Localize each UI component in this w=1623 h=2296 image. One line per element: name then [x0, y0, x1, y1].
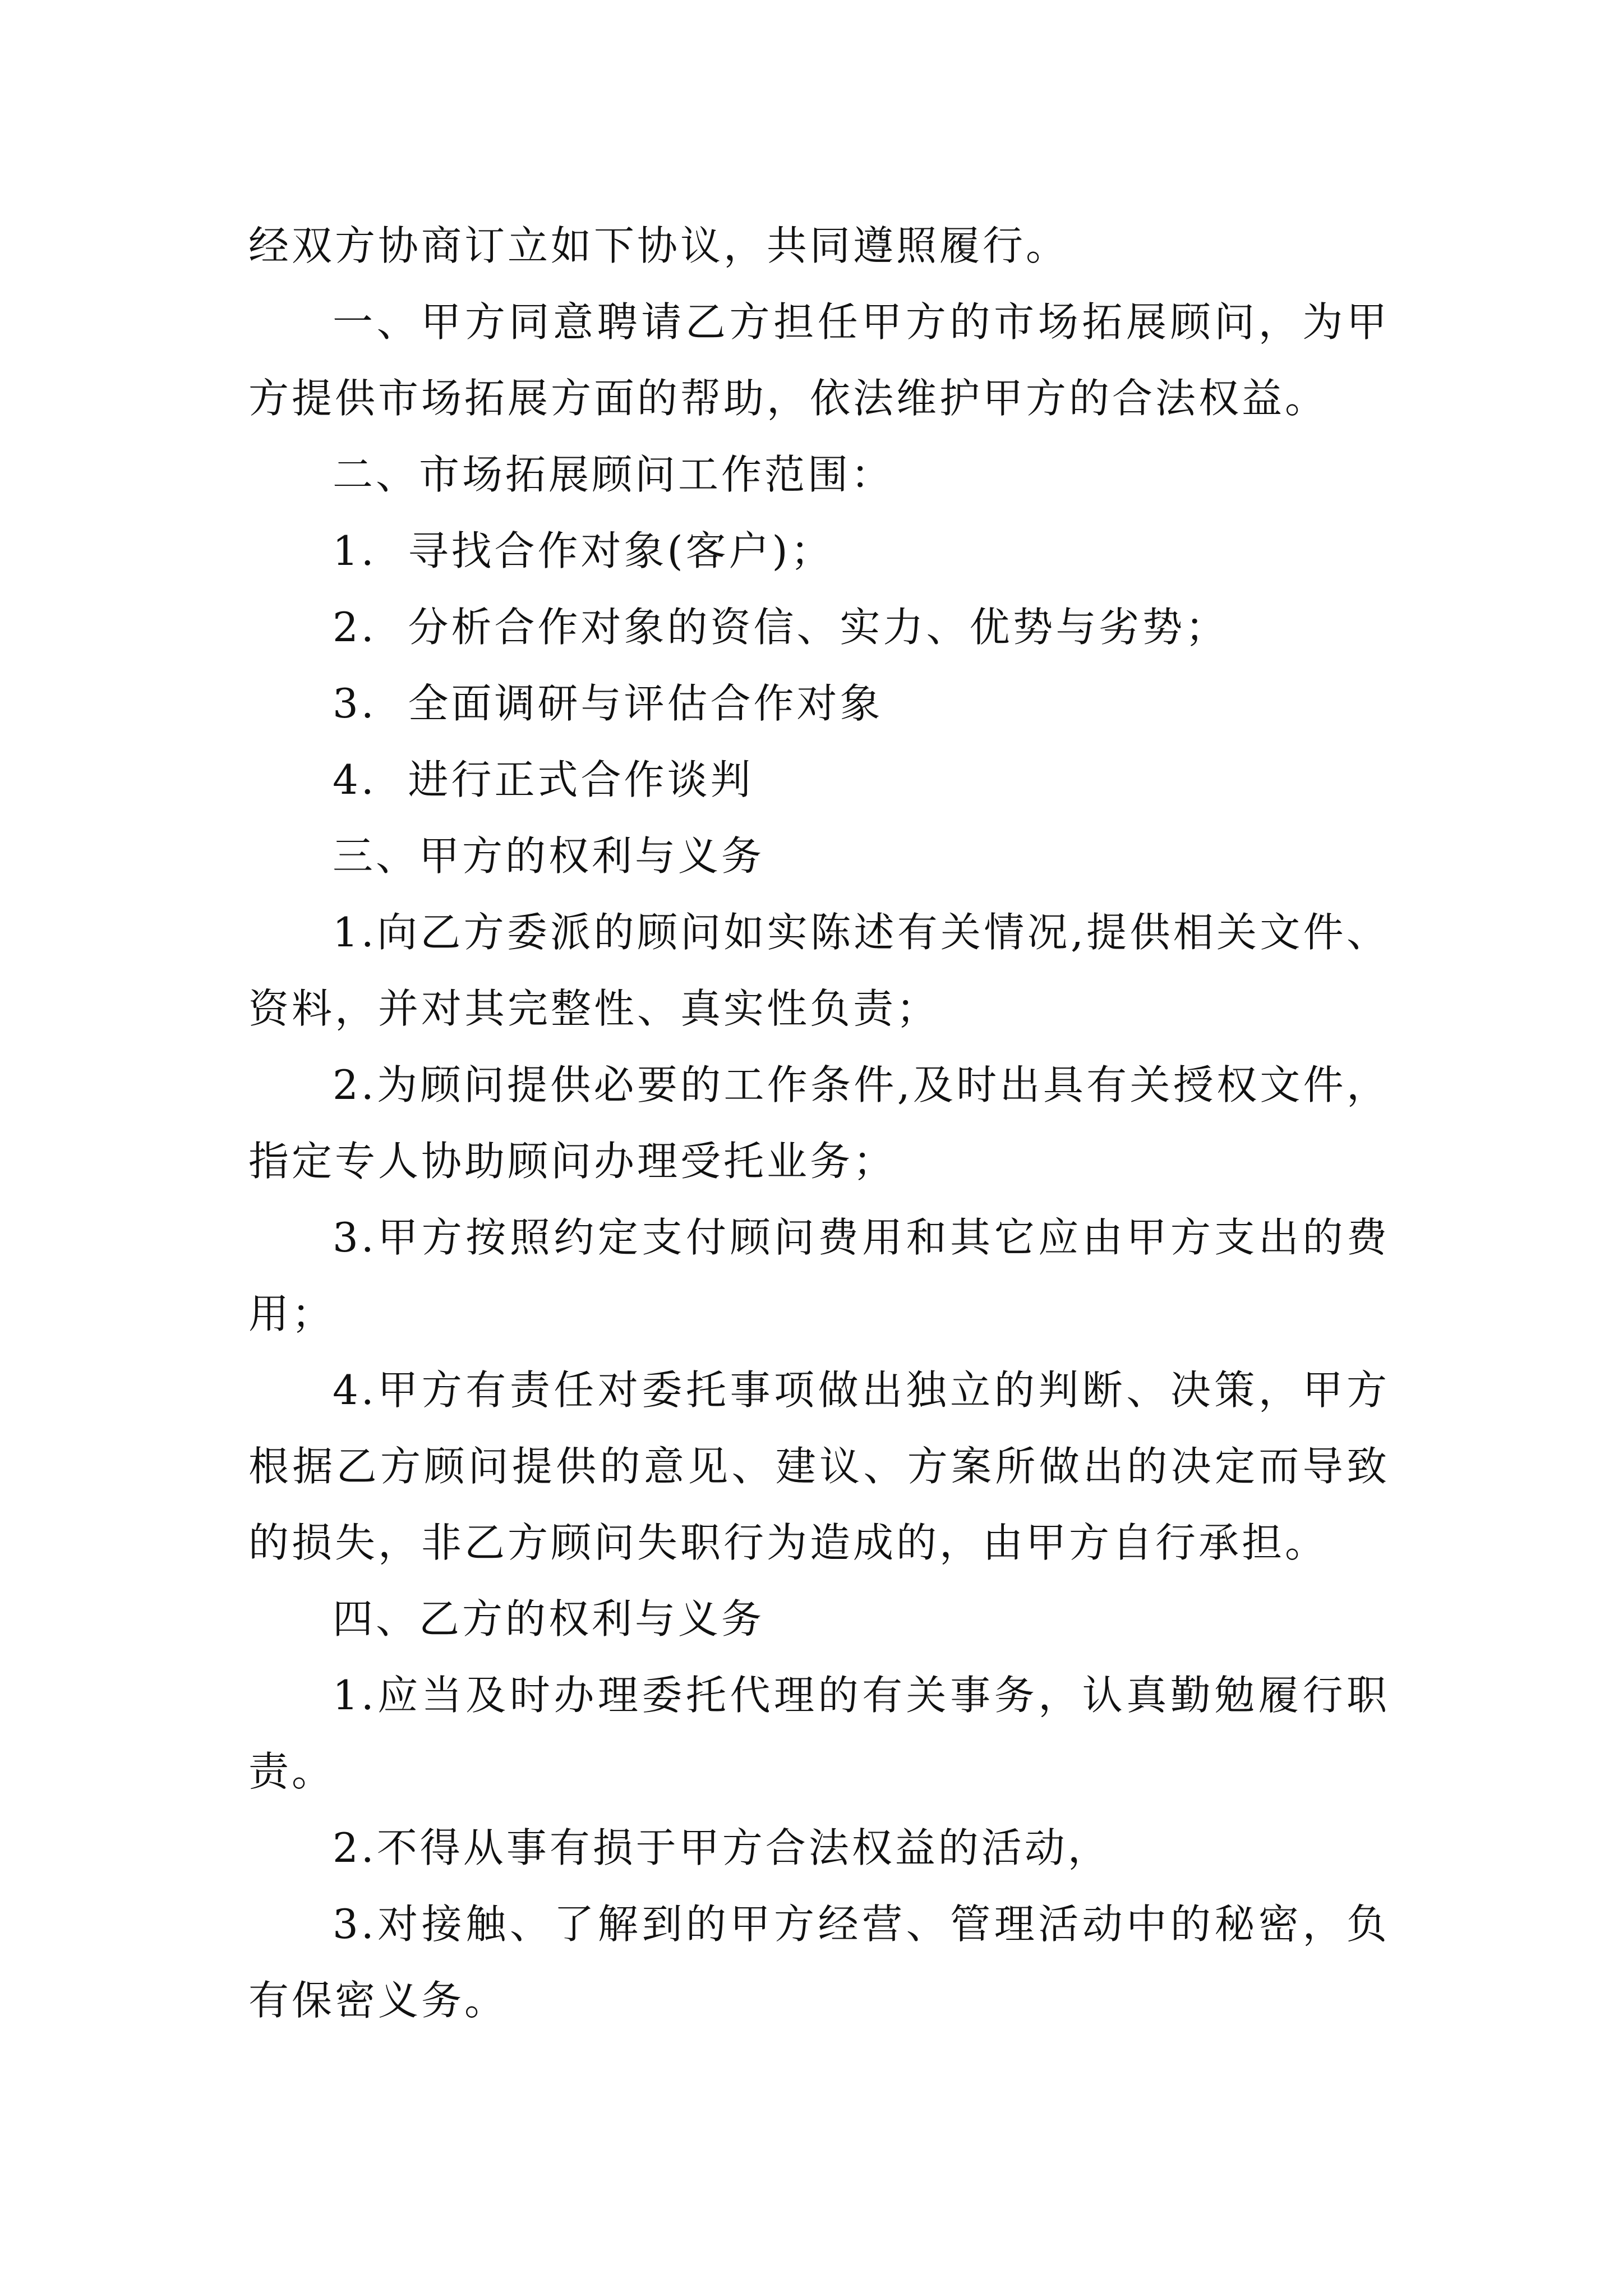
paragraph-party-b-2: 2.不得从事有损于甲方合法权益的活动，	[333, 1824, 1111, 1871]
paragraph-party-a-4: 4.甲方有责任对委托事项做出独立的判断、决策，甲方根据乙方顾问提供的意见、建议、方案所做出的决定而导致的损失，非乙方顾问失职行为造成的，由甲方自行承担。	[248, 1366, 1390, 1566]
heading-section-4: 四、乙方的权利与义务	[333, 1595, 765, 1642]
list-item-scope-3: 3. 全面调研与评估合作对象	[333, 680, 883, 727]
list-item-scope-1: 1. 寻找合作对象(客户)；	[333, 527, 834, 574]
list-item-scope-2: 2. 分析合作对象的资信、实力、优势与劣势；	[333, 604, 1229, 651]
heading-section-3: 三、甲方的权利与义务	[333, 832, 765, 880]
paragraph-party-a-2: 2.为顾问提供必要的工作条件,及时出具有关授权文件，指定专人协助顾问办理受托业务；	[248, 1061, 1390, 1185]
paragraph-party-a-1: 1.向乙方委派的顾问如实陈述有关情况,提供相关文件、资料，并对其完整性、真实性负责；	[248, 909, 1390, 1032]
list-item-scope-4: 4. 进行正式合作谈判	[333, 756, 754, 803]
heading-section-2: 二、市场拓展顾问工作范围：	[333, 451, 895, 498]
document-body	[248, 208, 1390, 2039]
paragraph-intro: 经双方协商订立如下协议，共同遵照履行。	[248, 222, 1069, 269]
paragraph-party-b-1: 1.应当及时办理委托代理的有关事务，认真勤勉履行职责。	[248, 1672, 1390, 1795]
paragraph-party-a-3: 3.甲方按照约定支付顾问费用和其它应由甲方支出的费用；	[248, 1214, 1390, 1337]
paragraph-section-1: 一、甲方同意聘请乙方担任甲方的市场拓展顾问，为甲方提供市场拓展方面的帮助，依法维护甲方的合法权益。	[248, 298, 1390, 422]
paragraph-party-b-3: 3.对接触、了解到的甲方经营、管理活动中的秘密，负有保密义务。	[248, 1901, 1390, 2024]
